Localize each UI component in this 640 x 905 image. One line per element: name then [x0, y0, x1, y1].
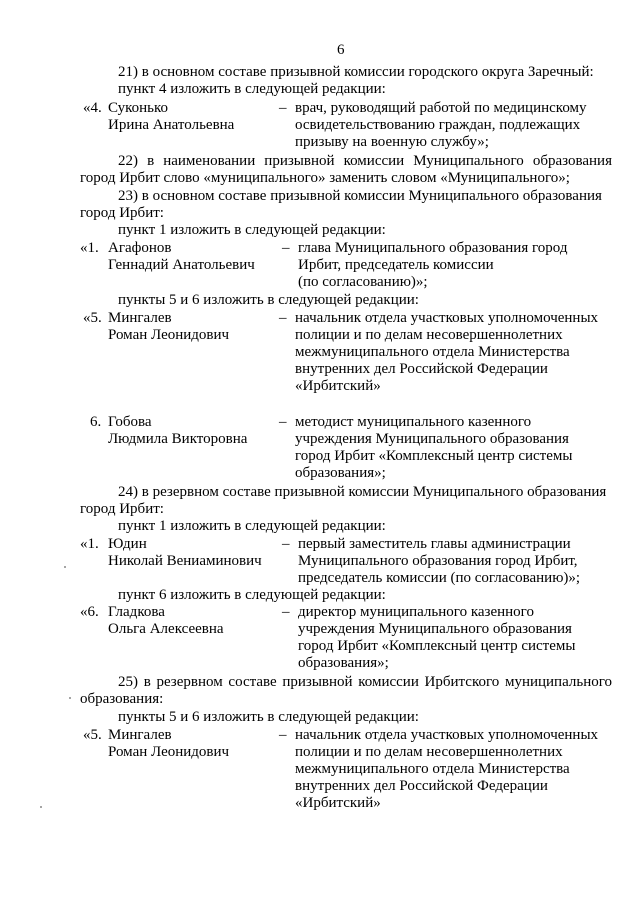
- item-24-text-cont: город Ирбит:: [80, 501, 164, 517]
- entry-number: «1.: [80, 536, 99, 552]
- item-24-instruction: пункт 6 изложить в следующей редакции:: [118, 587, 386, 603]
- entry-position-line: межмуниципального отдела Министерства: [295, 344, 570, 360]
- entry-surname: Суконько: [108, 100, 169, 116]
- entry-position-line: начальник отдела участковых уполномоченных: [295, 727, 599, 743]
- entry-dash: –: [279, 310, 287, 326]
- entry-position-line: Ирбит, председатель комиссии: [298, 257, 494, 273]
- entry-position-line: город Ирбит «Комплексный центр системы: [295, 448, 573, 464]
- page-number: 6: [337, 42, 345, 58]
- entry-surname: Агафонов: [108, 240, 172, 256]
- entry-position-line: освидетельствованию граждан, подлежащих: [295, 117, 581, 133]
- entry-given-name: Роман Леонидович: [108, 327, 230, 343]
- entry-position-line: межмуниципального отдела Министерства: [295, 761, 570, 777]
- entry-position-line: учреждения Муниципального образования: [295, 431, 569, 447]
- item-23-text-cont: город Ирбит:: [80, 205, 164, 221]
- entry-position-line: город Ирбит «Комплексный центр системы: [298, 638, 576, 654]
- entry-position-line: врач, руководящий работой по медицинскому: [295, 100, 587, 116]
- entry-position-line: глава Муниципального образования город: [298, 240, 568, 256]
- entry-position-line: «Ирбитский»: [295, 378, 381, 394]
- entry-position-line: первый заместитель главы администрации: [298, 536, 571, 552]
- entry-dash: –: [279, 414, 287, 430]
- item-22-text: 22) в наименовании призывной комиссии Муниципального образования: [118, 153, 612, 169]
- entry-position-line: образования»;: [298, 655, 389, 671]
- entry-given-name: Роман Леонидович: [108, 744, 230, 760]
- entry-dash: –: [279, 727, 287, 743]
- entry-number: «5.: [83, 310, 102, 326]
- entry-position-line: Муниципального образования город Ирбит,: [298, 553, 578, 569]
- entry-position-line: полиции и по делам несовершеннолетних: [295, 327, 563, 343]
- entry-surname: Мингалев: [108, 310, 172, 326]
- entry-position-line: (по согласованию)»;: [298, 274, 428, 290]
- entry-position-line: полиции и по делам несовершеннолетних: [295, 744, 563, 760]
- entry-surname: Юдин: [108, 536, 147, 552]
- entry-dash: –: [282, 604, 290, 620]
- item-25-text: 25) в резервном составе призывной комиссии Ирбитского муниципального: [118, 674, 612, 690]
- item-25-text-cont: образования:: [80, 691, 164, 707]
- entry-dash: –: [282, 536, 290, 552]
- entry-position-line: директор муниципального казенного: [298, 604, 534, 620]
- entry-number: «6.: [80, 604, 99, 620]
- entry-surname: Мингалев: [108, 727, 172, 743]
- item-24-text: 24) в резервном составе призывной комиссии Муниципального образования: [118, 484, 607, 500]
- entry-position-line: начальник отдела участковых уполномоченных: [295, 310, 599, 326]
- entry-number: «4.: [83, 100, 102, 116]
- entry-given-name: Ирина Анатольевна: [108, 117, 235, 133]
- entry-given-name: Людмила Викторовна: [108, 431, 248, 447]
- entry-position-line: образования»;: [295, 465, 386, 481]
- entry-surname: Гобова: [108, 414, 152, 430]
- item-21-text: 21) в основном составе призывной комиссии городского округа Заречный:: [118, 64, 594, 80]
- entry-position-line: председатель комиссии (по согласованию)»;: [298, 570, 581, 586]
- item-21-instruction: пункт 4 изложить в следующей редакции:: [118, 81, 386, 97]
- item-25-instruction: пункты 5 и 6 изложить в следующей редакции:: [118, 709, 419, 725]
- entry-surname: Гладкова: [108, 604, 165, 620]
- entry-position-line: методист муниципального казенного: [295, 414, 532, 430]
- entry-position-line: призыву на военную службу»;: [295, 134, 489, 150]
- entry-position-line: внутренних дел Российской Федерации: [295, 361, 548, 377]
- item-23-instruction: пункты 5 и 6 изложить в следующей редакции:: [118, 292, 419, 308]
- entry-position-line: учреждения Муниципального образования: [298, 621, 572, 637]
- scan-speck: [69, 697, 71, 699]
- entry-position-line: внутренних дел Российской Федерации: [295, 778, 548, 794]
- scan-speck: [40, 806, 42, 808]
- entry-number: 6.: [90, 414, 102, 430]
- entry-given-name: Ольга Алексеевна: [108, 621, 224, 637]
- scan-speck: [64, 566, 66, 568]
- item-22-text-cont: город Ирбит слово «муниципального» заменить словом «Муниципального»;: [80, 170, 570, 186]
- item-23-text: 23) в основном составе призывной комиссии Муниципального образования: [118, 188, 602, 204]
- item-23-instruction: пункт 1 изложить в следующей редакции:: [118, 222, 386, 238]
- entry-given-name: Геннадий Анатольевич: [108, 257, 255, 273]
- entry-position-line: «Ирбитский»: [295, 795, 381, 811]
- entry-number: «5.: [83, 727, 102, 743]
- item-24-instruction: пункт 1 изложить в следующей редакции:: [118, 518, 386, 534]
- entry-given-name: Николай Вениаминович: [108, 553, 262, 569]
- entry-number: «1.: [80, 240, 99, 256]
- entry-dash: –: [279, 100, 287, 116]
- entry-dash: –: [282, 240, 290, 256]
